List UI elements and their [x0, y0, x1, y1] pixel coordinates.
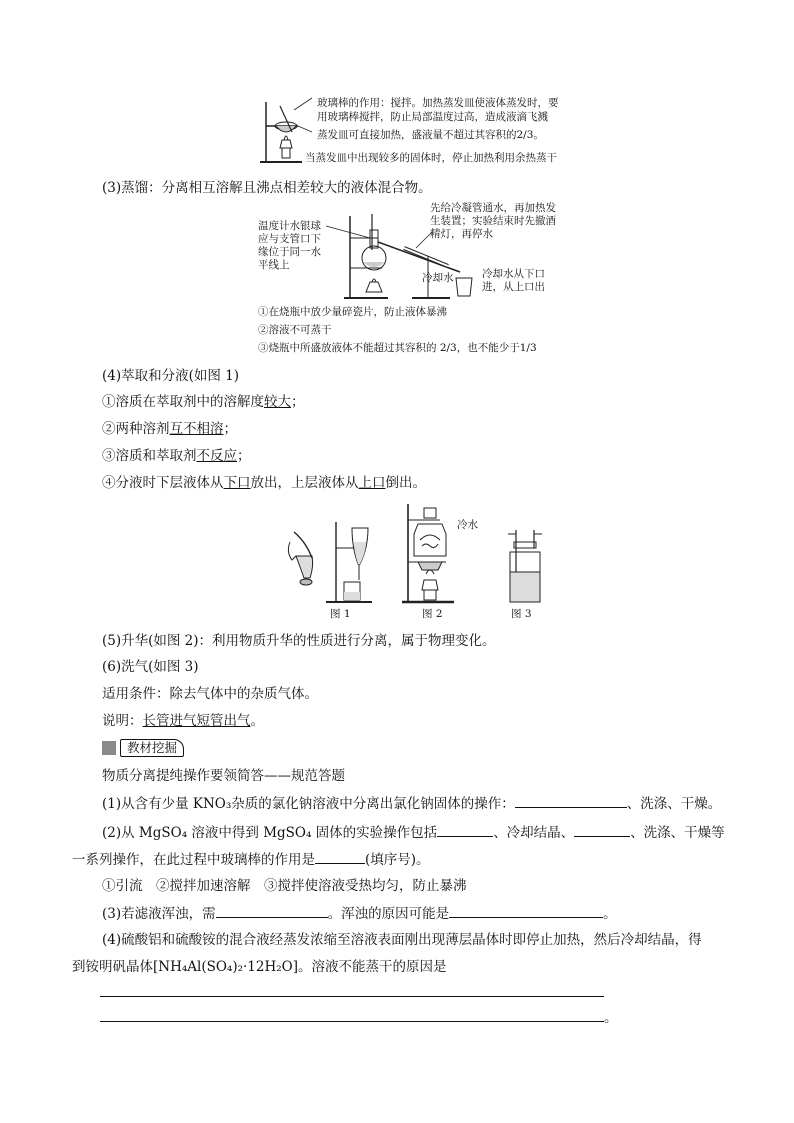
answer-blank[interactable]: [437, 822, 493, 837]
distill-note-3: ③烧瓶中所盛放液体不能超过其容积的 2/3，也不能少于1/3: [258, 342, 537, 354]
distill-label-coolwater: 冷却水: [422, 272, 454, 284]
extraction-point-1: ①溶质在萃取剂中的溶解度较大；: [102, 394, 305, 410]
sublimation-figure: [400, 500, 458, 606]
separatory-funnel-figure: [282, 512, 378, 608]
evap-note-3: 蒸发皿可直接加热，盛液量不超过其容积的2/3。: [317, 129, 544, 141]
section-title: 物质分离提纯操作要领简答——规范答题: [102, 768, 345, 784]
question-4-cont: 到铵明矾晶体[NH₄Al(SO₄)₂·12H₂O]。溶液不能蒸干的原因是: [72, 959, 447, 975]
answer-blank[interactable]: [515, 793, 627, 808]
question-2-options: ①引流 ②搅拌加速溶解 ③搅拌使溶液受热均匀，防止暴沸: [102, 878, 467, 894]
section-badge: [102, 739, 184, 757]
evap-note-1: 玻璃棒的作用：搅拌。加热蒸发皿使液体蒸发时，要: [317, 97, 559, 109]
distill-label-right-1: 先给冷凝管通水，再加热发: [430, 202, 556, 214]
question-2: (2)从 MgSO₄ 溶液中得到 MgSO₄ 固体的实验操作包括 、冷却结晶、 、洗涤、干燥等: [102, 822, 725, 843]
distill-label-in-1: 冷却水从下口: [482, 268, 545, 280]
distill-label-left-3: 缘位于同一水: [258, 246, 321, 258]
figure-1-caption: 图 1: [330, 608, 351, 620]
extraction-point-2: ②两种溶剂互不相溶；: [102, 421, 237, 437]
distill-note-2: ②溶液不可蒸干: [258, 324, 332, 336]
section-badge-label: 教材挖掘: [120, 739, 184, 757]
extraction-point-3: ③溶质和萃取剂不反应；: [102, 448, 251, 464]
section-square-icon: [102, 741, 116, 755]
distill-label-right-3: 精灯，再停水: [430, 228, 493, 240]
answer-blank[interactable]: [216, 903, 328, 918]
question-1: (1)从含有少量 KNO₃杂质的氯化钠溶液中分离出氯化钠固体的操作： 、洗涤、干燥。: [102, 793, 721, 814]
evap-note-2: 用玻璃棒搅拌，防止局部温度过高，造成液滴飞溅: [317, 111, 548, 123]
distill-label-left-4: 平线上: [258, 259, 290, 271]
question-4: (4)硫酸铝和硫酸铵的混合液经蒸发浓缩至溶液表面刚出现薄层晶体时即停止加热，然后冷却结晶，得: [102, 932, 702, 948]
evap-note-4: 当蒸发皿中出现较多的固体时，停止加热利用余热蒸干: [305, 152, 557, 164]
gas-washing-note: 说明：长管进气短管出气。: [102, 713, 264, 729]
gas-washing-condition: 适用条件：除去气体中的杂质气体。: [102, 686, 318, 702]
answer-line[interactable]: [100, 1021, 604, 1022]
question-2-cont: 一系列操作，在此过程中玻璃棒的作用是 (填序号)。: [72, 849, 430, 870]
gas-washing-heading: (6)洗气(如图 3): [102, 659, 199, 675]
answer-blank[interactable]: [449, 903, 603, 918]
figure-2-caption: 图 2: [422, 608, 443, 620]
cold-water-label: 冷水: [457, 519, 478, 531]
distill-label-left-1: 温度计水银球: [258, 220, 321, 232]
distill-label-right-2: 生装置；实验结束时先撤酒: [430, 215, 556, 227]
figure-3-caption: 图 3: [511, 608, 532, 620]
sublimation-heading: (5)升华(如图 2)：利用物质升华的性质进行分离，属于物理变化。: [102, 633, 496, 649]
answer-end-mark: 。: [604, 1010, 618, 1026]
distill-note-1: ①在烧瓶中放少量碎瓷片，防止液体暴沸: [258, 306, 447, 318]
answer-blank[interactable]: [315, 849, 365, 864]
question-3: (3)若滤液浑浊，需 。浑浊的原因可能是 。: [102, 903, 617, 924]
answer-blank[interactable]: [574, 822, 630, 837]
distillation-heading: (3)蒸馏：分离相互溶解且沸点相差较大的液体混合物。: [102, 180, 432, 196]
extraction-point-4: ④分液时下层液体从下口放出，上层液体从上口倒出。: [102, 475, 426, 491]
distill-label-in-2: 进，从上口出: [482, 281, 545, 293]
distill-label-left-2: 应与支管口下: [258, 233, 321, 245]
answer-line[interactable]: [100, 996, 604, 997]
extraction-heading: (4)萃取和分液(如图 1): [102, 368, 240, 384]
distillation-apparatus-figure: [320, 212, 480, 302]
gas-washing-bottle-figure: [504, 528, 546, 604]
